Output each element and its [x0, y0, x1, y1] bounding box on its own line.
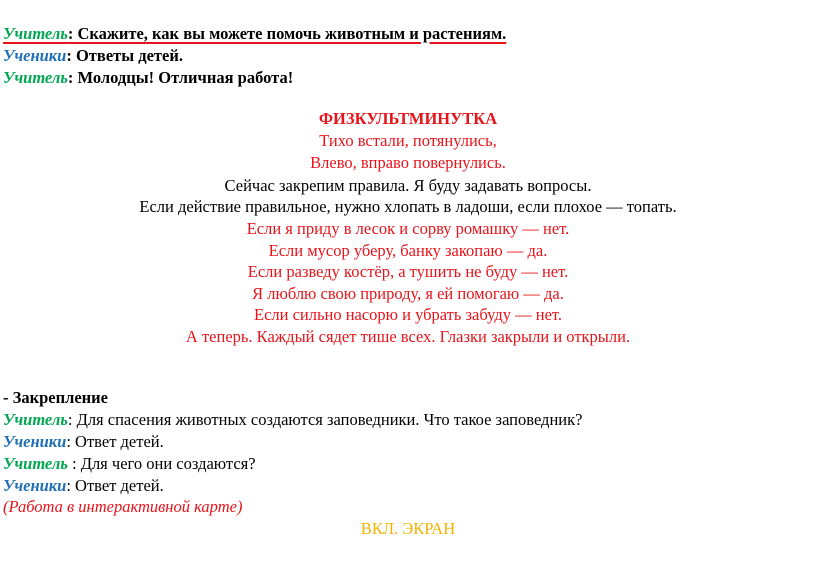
role-students: Ученики: [3, 46, 67, 65]
consolidation-heading: - Закрепление: [3, 388, 109, 407]
students-text-2: : Ответ детей.: [66, 476, 164, 495]
teacher-text-1: : Для спасения животных создаются заповедники. Что такое заповедник?: [67, 410, 583, 429]
consolidation-line-students-2: [3, 475, 164, 497]
role-students: Ученики: [3, 476, 67, 495]
consolidation-line-students-1: [3, 431, 164, 453]
dialog-line-teacher-praise: [3, 67, 293, 89]
role-teacher: Учитель: [3, 24, 68, 43]
dialog-line-students-answer: [3, 45, 183, 67]
role-teacher: Учитель: [3, 454, 72, 473]
question-line-6: А теперь. Каждый сядет тише всех. Глазки закрыли и открыли.: [185, 327, 631, 346]
question-line-5: Если сильно насорю и убрать забуду — нет.: [254, 305, 562, 324]
role-teacher: Учитель: [3, 68, 68, 87]
consolidation-line-teacher-1: [3, 409, 582, 431]
question-line-2: Если мусор уберу, банку закопаю — да.: [268, 241, 548, 260]
question-line-4: Я люблю свою природу, я ей помогаю — да.: [252, 284, 564, 303]
poem-line-1: Тихо встали, потянулись,: [319, 131, 497, 150]
consolidation-line-teacher-2: [3, 453, 256, 475]
role-teacher: Учитель: [3, 410, 68, 429]
students-text-1: : Ответ детей.: [66, 432, 164, 451]
role-students: Ученики: [3, 432, 67, 451]
instruction-line-1: Сейчас закрепим правила. Я буду задавать вопросы.: [224, 176, 592, 195]
dialog-line-teacher-question: [3, 23, 506, 45]
poem-line-2: Влево, вправо повернулись.: [310, 153, 506, 172]
students-answer-text: : Ответы детей.: [66, 46, 183, 65]
fizminutka-title: ФИЗКУЛЬТМИНУТКА: [318, 109, 498, 128]
question-line-3: Если разведу костёр, а тушить не буду — нет.: [247, 262, 569, 281]
teacher-text-2: : Для чего они создаются?: [71, 454, 256, 473]
screen-on-label: ВКЛ. ЭКРАН: [360, 519, 456, 538]
question-line-1: Если я приду в лесок и сорву ромашку — нет.: [246, 219, 570, 238]
teacher-praise-text: : Молодцы! Отличная работа!: [67, 68, 294, 87]
interactive-map-note: (Работа в интерактивной карте): [3, 497, 243, 516]
teacher-question-text: : Скажите, как вы можете помочь животным и растениям.: [67, 24, 507, 43]
instruction-line-2: Если действие правильное, нужно хлопать в ладоши, если плохое — топать.: [139, 197, 677, 216]
